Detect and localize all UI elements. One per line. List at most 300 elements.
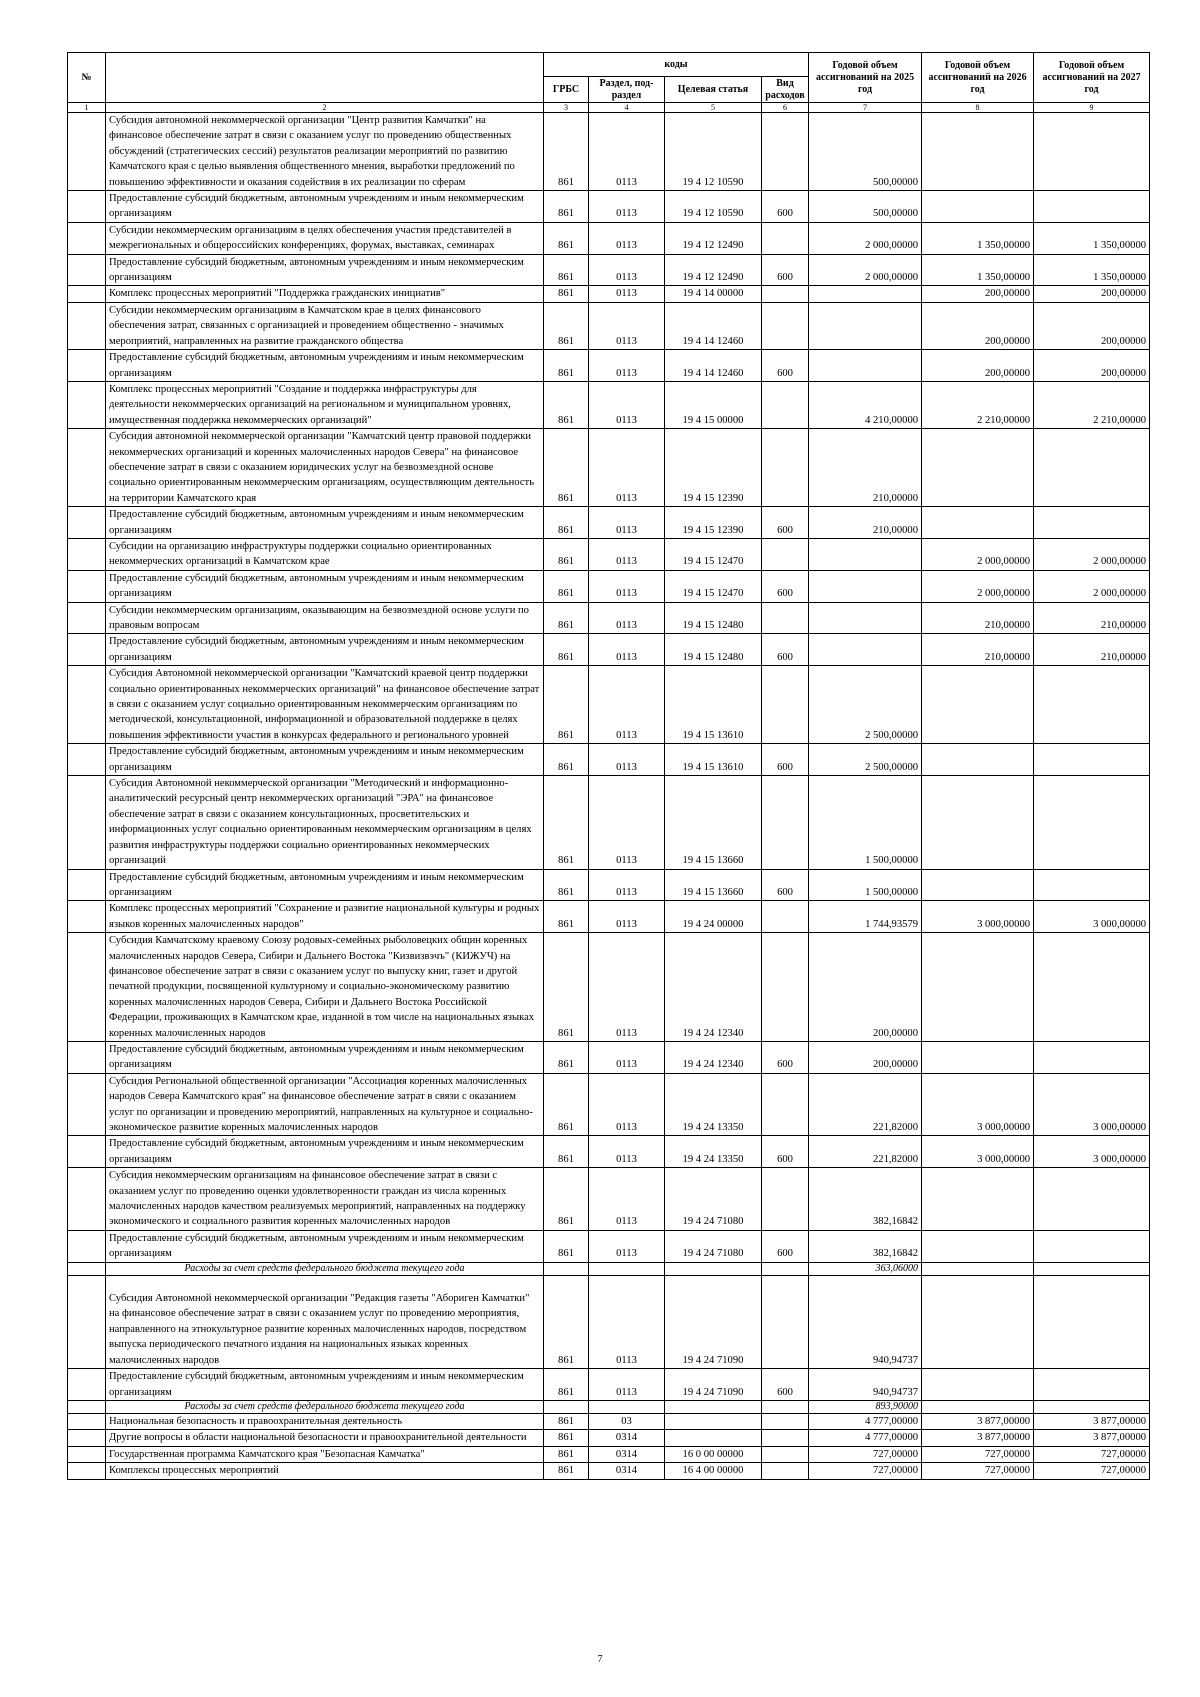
row-number-cell	[68, 666, 106, 744]
grbs-cell: 861	[544, 113, 589, 191]
amount-2025-cell	[809, 538, 922, 570]
row-description: Комплекс процессных мероприятий "Поддержка гражданских инициатив"	[106, 286, 544, 302]
amount-2026-cell: 210,00000	[922, 602, 1034, 634]
target-article-cell: 19 4 15 13660	[665, 869, 762, 901]
target-article-cell: 19 4 15 12390	[665, 429, 762, 507]
expense-type-cell: 600	[762, 744, 809, 776]
amount-2026-cell: 200,00000	[922, 286, 1034, 302]
amount-2027-cell: 3 877,00000	[1034, 1413, 1150, 1429]
table-row	[68, 570, 1150, 602]
section-cell: 0113	[589, 286, 665, 302]
table-row	[68, 286, 1150, 302]
row-number-cell	[68, 113, 106, 191]
grbs-cell: 861	[544, 776, 589, 869]
expense-type-cell	[762, 666, 809, 744]
row-number-cell	[68, 1369, 106, 1401]
grbs-cell: 861	[544, 933, 589, 1042]
amount-2025-cell: 940,94737	[809, 1369, 922, 1401]
expense-type-cell	[762, 1430, 809, 1446]
target-article-cell: 19 4 15 12480	[665, 602, 762, 634]
grbs-cell: 861	[544, 1369, 589, 1401]
table-row	[68, 1369, 1150, 1401]
grbs-cell: 861	[544, 1413, 589, 1429]
section-cell: 0113	[589, 113, 665, 191]
amount-2025-cell: 2 500,00000	[809, 744, 922, 776]
expense-type-cell	[762, 1400, 809, 1413]
section-cell	[589, 1262, 665, 1275]
grbs-cell: 861	[544, 666, 589, 744]
expense-type-cell	[762, 113, 809, 191]
expense-type-cell	[762, 222, 809, 254]
section-cell: 0314	[589, 1446, 665, 1462]
amount-2026-cell	[922, 1041, 1034, 1073]
grbs-cell: 861	[544, 222, 589, 254]
amount-2027-cell: 3 000,00000	[1034, 1136, 1150, 1168]
expense-type-cell	[762, 602, 809, 634]
table-body	[68, 113, 1150, 1480]
col-header-target: Целевая статья	[665, 77, 762, 103]
section-cell: 0113	[589, 1275, 665, 1368]
amount-2027-cell: 200,00000	[1034, 302, 1150, 349]
table-row	[68, 901, 1150, 933]
row-description: Субсидии некоммерческим организациям в целях обеспечения участия представителей в межрегиональных и общероссийских конференциях, форумах, выставках, семинарах	[106, 222, 544, 254]
section-cell: 0113	[589, 776, 665, 869]
grbs-cell: 861	[544, 302, 589, 349]
row-number-cell	[68, 933, 106, 1042]
row-description: Субсидии некоммерческим организациям в Камчатском крае в целях финансового обеспечения затрат, связанных с организацией и проведением общественно - значимых мероприятий, направленных на развитие гражданского общества	[106, 302, 544, 349]
amount-2025-cell: 221,82000	[809, 1073, 922, 1136]
amount-2026-cell	[922, 1230, 1034, 1262]
amount-2026-cell: 200,00000	[922, 302, 1034, 349]
target-article-cell: 19 4 14 00000	[665, 286, 762, 302]
row-description: Предоставление субсидий бюджетным, автономным учреждениям и иным некоммерческим организациям	[106, 744, 544, 776]
grbs-cell: 861	[544, 381, 589, 428]
amount-2027-cell: 1 350,00000	[1034, 222, 1150, 254]
expense-type-cell	[762, 1275, 809, 1368]
page-number: 7	[597, 1654, 603, 1665]
column-numbers-row: 1 2 3 4 5 6 7 8 9	[68, 103, 1150, 113]
row-description: Предоставление субсидий бюджетным, автономным учреждениям и иным некоммерческим организациям	[106, 350, 544, 382]
target-article-cell	[665, 1400, 762, 1413]
target-article-cell: 19 4 15 13610	[665, 744, 762, 776]
row-number-cell	[68, 191, 106, 223]
amount-2026-cell: 3 000,00000	[922, 1136, 1034, 1168]
table-row	[68, 350, 1150, 382]
table-row	[68, 113, 1150, 191]
amount-2025-cell: 727,00000	[809, 1463, 922, 1479]
target-article-cell	[665, 1430, 762, 1446]
row-number-cell	[68, 602, 106, 634]
amount-2027-cell	[1034, 1168, 1150, 1231]
grbs-cell: 861	[544, 538, 589, 570]
grbs-cell: 861	[544, 869, 589, 901]
amount-2027-cell	[1034, 744, 1150, 776]
row-number-cell	[68, 254, 106, 286]
grbs-cell	[544, 1262, 589, 1275]
section-cell: 0113	[589, 744, 665, 776]
amount-2026-cell	[922, 1262, 1034, 1275]
grbs-cell: 861	[544, 1136, 589, 1168]
expense-type-cell	[762, 1168, 809, 1231]
row-description: Комплексы процессных мероприятий	[106, 1463, 544, 1479]
grbs-cell: 861	[544, 286, 589, 302]
section-cell: 0314	[589, 1463, 665, 1479]
amount-2027-cell	[1034, 1041, 1150, 1073]
section-cell	[589, 1400, 665, 1413]
expense-type-cell: 600	[762, 869, 809, 901]
amount-2026-cell: 1 350,00000	[922, 222, 1034, 254]
expense-type-cell	[762, 302, 809, 349]
amount-2026-cell	[922, 933, 1034, 1042]
amount-2026-cell: 727,00000	[922, 1463, 1034, 1479]
amount-2025-cell: 200,00000	[809, 933, 922, 1042]
amount-2026-cell	[922, 744, 1034, 776]
expense-type-cell: 600	[762, 1136, 809, 1168]
amount-2027-cell	[1034, 1275, 1150, 1368]
grbs-cell: 861	[544, 1073, 589, 1136]
table-row	[68, 1446, 1150, 1462]
table-row	[68, 302, 1150, 349]
col-header-description	[106, 53, 544, 103]
section-cell: 0113	[589, 1369, 665, 1401]
col-header-2026: Годовой объем ассигнований на 2026 год	[922, 53, 1034, 103]
row-description: Комплекс процессных мероприятий "Сохранение и развитие национальной культуры и родных языков коренных малочисленных народов"	[106, 901, 544, 933]
federal-funds-label: Расходы за счет средств федерального бюджета текущего года	[106, 1400, 544, 1413]
row-number-cell	[68, 222, 106, 254]
target-article-cell: 19 4 24 13350	[665, 1136, 762, 1168]
row-description: Субсидия Региональной общественной организации "Ассоциация коренных малочисленных народов Севера Камчатского края" на финансовое обеспечение затрат в связи с оказанием услуг по организации и проведению мероприятий, направленных на культурное и социально-экономическое развитие коренных малочисленных народов	[106, 1073, 544, 1136]
section-cell: 0113	[589, 602, 665, 634]
section-cell: 0113	[589, 1168, 665, 1231]
expense-type-cell: 600	[762, 191, 809, 223]
amount-2027-cell	[1034, 1230, 1150, 1262]
row-number-cell	[68, 350, 106, 382]
expense-type-cell	[762, 538, 809, 570]
row-description: Комплекс процессных мероприятий "Создание и поддержка инфраструктуры для деятельности некоммерческих организаций на региональном и муниципальном уровнях, имущественная поддержка некоммерческих организаций"	[106, 381, 544, 428]
amount-2027-cell	[1034, 507, 1150, 539]
amount-2027-cell: 2 210,00000	[1034, 381, 1150, 428]
amount-2027-cell	[1034, 666, 1150, 744]
table-row	[68, 191, 1150, 223]
target-article-cell: 19 4 12 12490	[665, 254, 762, 286]
row-description: Предоставление субсидий бюджетным, автономным учреждениям и иным некоммерческим организациям	[106, 1136, 544, 1168]
row-number-cell	[68, 901, 106, 933]
grbs-cell: 861	[544, 191, 589, 223]
row-number-cell	[68, 302, 106, 349]
amount-2027-cell: 210,00000	[1034, 634, 1150, 666]
amount-2027-cell	[1034, 1369, 1150, 1401]
section-cell: 0113	[589, 302, 665, 349]
row-number-cell	[68, 1230, 106, 1262]
row-description: Субсидия некоммерческим организациям на финансовое обеспечение затрат в связи с оказанием услуг по проведению оценки удовлетворенности граждан из числа коренных малочисленных народов качеством реализуемых мероприятий, направленных на поддержку экономического и социального развития коренных малочисленных народов	[106, 1168, 544, 1231]
table-row	[68, 634, 1150, 666]
amount-2026-cell	[922, 191, 1034, 223]
amount-2027-cell: 200,00000	[1034, 350, 1150, 382]
amount-2027-cell: 727,00000	[1034, 1463, 1150, 1479]
amount-2027-cell: 3 000,00000	[1034, 1073, 1150, 1136]
target-article-cell: 19 4 12 10590	[665, 113, 762, 191]
target-article-cell: 19 4 15 12470	[665, 538, 762, 570]
row-description: Субсидия Камчатскому краевому Союзу родовых-семейных рыболовецких общин коренных малочисленных народов Севера, Сибири и Дальнего Востока "Кизвизвэчъ" (КИЖУЧ) на финансовое обеспечение затрат в связи с оказанием услуг по выпуску книг, газет и другой печатной продукции, посвященной культурному и социально-экономическому развитию коренных малочисленных народов Севера, Сибири и Дальнего Востока Российской Федерации, проживающих в Камчатском крае, изданной в том числе на национальных языках коренных малочисленных народов	[106, 933, 544, 1042]
grbs-cell: 861	[544, 634, 589, 666]
section-cell: 0113	[589, 1073, 665, 1136]
expense-type-cell	[762, 286, 809, 302]
amount-2026-cell: 3 000,00000	[922, 901, 1034, 933]
amount-2027-cell: 727,00000	[1034, 1446, 1150, 1462]
section-cell: 0113	[589, 191, 665, 223]
amount-2025-cell: 1 500,00000	[809, 776, 922, 869]
amount-2026-cell	[922, 113, 1034, 191]
amount-2025-cell: 210,00000	[809, 429, 922, 507]
amount-2027-cell	[1034, 191, 1150, 223]
amount-2025-cell: 363,06000	[809, 1262, 922, 1275]
amount-2027-cell	[1034, 429, 1150, 507]
table-row	[68, 602, 1150, 634]
section-cell: 03	[589, 1413, 665, 1429]
row-description: Предоставление субсидий бюджетным, автономным учреждениям и иным некоммерческим организациям	[106, 570, 544, 602]
amount-2025-cell: 221,82000	[809, 1136, 922, 1168]
table-row	[68, 1168, 1150, 1231]
col-header-section: Раздел, под-раздел	[589, 77, 665, 103]
amount-2027-cell	[1034, 113, 1150, 191]
expense-type-cell	[762, 1413, 809, 1429]
grbs-cell: 861	[544, 1230, 589, 1262]
amount-2026-cell: 727,00000	[922, 1446, 1034, 1462]
section-cell: 0113	[589, 429, 665, 507]
table-row	[68, 222, 1150, 254]
target-article-cell: 19 4 14 12460	[665, 350, 762, 382]
grbs-cell: 861	[544, 570, 589, 602]
amount-2025-cell: 1 500,00000	[809, 869, 922, 901]
table-row	[68, 666, 1150, 744]
expense-type-cell	[762, 1073, 809, 1136]
row-number-cell	[68, 429, 106, 507]
federal-funds-row	[68, 1400, 1150, 1413]
target-article-cell: 19 4 12 12490	[665, 222, 762, 254]
grbs-cell: 861	[544, 1446, 589, 1462]
amount-2026-cell: 2 210,00000	[922, 381, 1034, 428]
grbs-cell: 861	[544, 744, 589, 776]
expense-type-cell	[762, 933, 809, 1042]
table-row	[68, 1230, 1150, 1262]
amount-2027-cell	[1034, 933, 1150, 1042]
row-description: Предоставление субсидий бюджетным, автономным учреждениям и иным некоммерческим организациям	[106, 191, 544, 223]
section-cell: 0113	[589, 634, 665, 666]
col-header-2027: Годовой объем ассигнований на 2027 год	[1034, 53, 1150, 103]
table-row	[68, 869, 1150, 901]
expense-type-cell: 600	[762, 1369, 809, 1401]
target-article-cell: 19 4 24 71090	[665, 1369, 762, 1401]
amount-2027-cell	[1034, 1400, 1150, 1413]
expense-type-cell	[762, 429, 809, 507]
grbs-cell: 861	[544, 1430, 589, 1446]
section-cell: 0113	[589, 507, 665, 539]
amount-2026-cell	[922, 507, 1034, 539]
row-number-cell	[68, 507, 106, 539]
expense-type-cell	[762, 901, 809, 933]
amount-2025-cell: 727,00000	[809, 1446, 922, 1462]
amount-2025-cell: 4 777,00000	[809, 1430, 922, 1446]
target-article-cell	[665, 1262, 762, 1275]
row-number-cell	[68, 1463, 106, 1479]
table-row	[68, 776, 1150, 869]
row-description: Субсидия Автономной некоммерческой организации "Камчатский краевой центр поддержки социально ориентированных некоммерческих организаций" на финансовое обеспечение затрат в связи с оказанием услуг социально ориентированным некоммерческим организациям по методической, консультационной, информационной и образовательной поддержке в целях повышения эффективности участия в конкурсах федерального и регионального уровней	[106, 666, 544, 744]
target-article-cell: 19 4 15 13660	[665, 776, 762, 869]
amount-2026-cell	[922, 429, 1034, 507]
section-cell: 0113	[589, 1230, 665, 1262]
amount-2027-cell: 2 000,00000	[1034, 570, 1150, 602]
grbs-cell: 861	[544, 1463, 589, 1479]
amount-2025-cell: 382,16842	[809, 1230, 922, 1262]
amount-2025-cell: 4 777,00000	[809, 1413, 922, 1429]
row-description: Предоставление субсидий бюджетным, автономным учреждениям и иным некоммерческим организациям	[106, 1369, 544, 1401]
expense-type-cell: 600	[762, 350, 809, 382]
amount-2025-cell: 382,16842	[809, 1168, 922, 1231]
row-description: Предоставление субсидий бюджетным, автономным учреждениям и иным некоммерческим организациям	[106, 254, 544, 286]
row-description: Субсидия Автономной некоммерческой организации "Редакция газеты "Абориген Камчатки" на финансовое обеспечение затрат в связи с оказанием услуг по проведению мероприятия, направленного на этнокультурное развитие коренных малочисленных народов, посредством выпуска периодического печатного издания на национальных языках коренных малочисленных народов	[106, 1275, 544, 1368]
amount-2026-cell	[922, 776, 1034, 869]
section-cell: 0113	[589, 1041, 665, 1073]
section-cell: 0113	[589, 350, 665, 382]
target-article-cell: 19 4 15 00000	[665, 381, 762, 428]
section-cell: 0113	[589, 901, 665, 933]
target-article-cell: 19 4 15 12390	[665, 507, 762, 539]
amount-2026-cell: 2 000,00000	[922, 538, 1034, 570]
target-article-cell: 19 4 24 71080	[665, 1168, 762, 1231]
amount-2026-cell: 200,00000	[922, 350, 1034, 382]
amount-2026-cell	[922, 1275, 1034, 1368]
table-row	[68, 1073, 1150, 1136]
amount-2025-cell	[809, 302, 922, 349]
amount-2025-cell: 500,00000	[809, 113, 922, 191]
expense-type-cell	[762, 1262, 809, 1275]
grbs-cell: 861	[544, 1275, 589, 1368]
amount-2026-cell: 210,00000	[922, 634, 1034, 666]
amount-2026-cell: 3 877,00000	[922, 1413, 1034, 1429]
target-article-cell: 19 4 24 71090	[665, 1275, 762, 1368]
target-article-cell: 19 4 15 12480	[665, 634, 762, 666]
amount-2027-cell: 200,00000	[1034, 286, 1150, 302]
target-article-cell	[665, 1413, 762, 1429]
amount-2026-cell	[922, 1168, 1034, 1231]
row-number-cell	[68, 1275, 106, 1368]
amount-2025-cell: 893,90000	[809, 1400, 922, 1413]
row-description: Государственная программа Камчатского края "Безопасная Камчатка"	[106, 1446, 544, 1462]
grbs-cell: 861	[544, 429, 589, 507]
expense-type-cell: 600	[762, 507, 809, 539]
row-description: Другие вопросы в области национальной безопасности и правоохранительной деятельности	[106, 1430, 544, 1446]
target-article-cell: 16 4 00 00000	[665, 1463, 762, 1479]
table-row	[68, 1136, 1150, 1168]
col-header-expense-type: Вид расходов	[762, 77, 809, 103]
row-number-cell	[68, 744, 106, 776]
table-row	[68, 1275, 1150, 1368]
grbs-cell: 861	[544, 1041, 589, 1073]
row-number-cell	[68, 538, 106, 570]
section-cell: 0314	[589, 1430, 665, 1446]
amount-2025-cell: 500,00000	[809, 191, 922, 223]
amount-2026-cell: 2 000,00000	[922, 570, 1034, 602]
amount-2025-cell: 940,94737	[809, 1275, 922, 1368]
target-article-cell: 19 4 15 12470	[665, 570, 762, 602]
amount-2025-cell: 2 000,00000	[809, 222, 922, 254]
expense-type-cell	[762, 1463, 809, 1479]
amount-2025-cell	[809, 570, 922, 602]
amount-2026-cell	[922, 869, 1034, 901]
amount-2025-cell: 4 210,00000	[809, 381, 922, 428]
row-number-cell	[68, 1136, 106, 1168]
row-description: Предоставление субсидий бюджетным, автономным учреждениям и иным некоммерческим организациям	[106, 869, 544, 901]
table-row	[68, 933, 1150, 1042]
grbs-cell: 861	[544, 350, 589, 382]
section-cell: 0113	[589, 381, 665, 428]
row-number-cell	[68, 570, 106, 602]
target-article-cell: 16 0 00 00000	[665, 1446, 762, 1462]
amount-2027-cell	[1034, 869, 1150, 901]
table-row	[68, 1413, 1150, 1429]
row-number-cell	[68, 286, 106, 302]
row-description: Субсидия автономной некоммерческой организации "Камчатский центр правовой поддержки некоммерческих организаций и коренных малочисленных народов Севера" на финансовое обеспечение затрат в связи с оказанием юридических услуг на безвозмездной основе социально ориентированным некоммерческим организациям, осуществляющим деятельность на территории Камчатского края	[106, 429, 544, 507]
grbs-cell: 861	[544, 507, 589, 539]
expense-type-cell	[762, 1446, 809, 1462]
row-number-cell	[68, 1413, 106, 1429]
target-article-cell: 19 4 24 12340	[665, 1041, 762, 1073]
amount-2027-cell	[1034, 1262, 1150, 1275]
budget-table	[67, 52, 1150, 1480]
grbs-cell: 861	[544, 901, 589, 933]
amount-2026-cell: 1 350,00000	[922, 254, 1034, 286]
row-description: Национальная безопасность и правоохранительная деятельность	[106, 1413, 544, 1429]
amount-2026-cell	[922, 666, 1034, 744]
table-row	[68, 381, 1150, 428]
table-row	[68, 744, 1150, 776]
grbs-cell: 861	[544, 1168, 589, 1231]
expense-type-cell: 600	[762, 1230, 809, 1262]
section-cell: 0113	[589, 570, 665, 602]
row-number-cell	[68, 1430, 106, 1446]
row-description: Субсидия Автономной некоммерческой организации "Методический и информационно-аналитический ресурсный центр некоммерческих организаций "ЭРА" на финансовое обеспечение затрат в связи с оказанием консультационных, просветительских и информационных услуг социально ориентированным некоммерческим организациям в целях развития инфраструктуры поддержки социально ориентированных некоммерческих организаций	[106, 776, 544, 869]
col-header-grbs: ГРБС	[544, 77, 589, 103]
row-description: Субсидии на организацию инфраструктуры поддержки социально ориентированных некоммерческих организаций в Камчатском крае	[106, 538, 544, 570]
col-header-2025: Годовой объем ассигнований на 2025 год	[809, 53, 922, 103]
row-description: Предоставление субсидий бюджетным, автономным учреждениям и иным некоммерческим организациям	[106, 507, 544, 539]
row-number-cell	[68, 381, 106, 428]
target-article-cell: 19 4 24 00000	[665, 901, 762, 933]
grbs-cell: 861	[544, 254, 589, 286]
target-article-cell: 19 4 12 10590	[665, 191, 762, 223]
amount-2025-cell: 210,00000	[809, 507, 922, 539]
section-cell: 0113	[589, 869, 665, 901]
row-number-cell	[68, 1168, 106, 1231]
federal-funds-label: Расходы за счет средств федерального бюджета текущего года	[106, 1262, 544, 1275]
row-number-cell	[68, 1041, 106, 1073]
section-cell: 0113	[589, 933, 665, 1042]
amount-2025-cell: 200,00000	[809, 1041, 922, 1073]
amount-2027-cell: 3 000,00000	[1034, 901, 1150, 933]
grbs-cell: 861	[544, 602, 589, 634]
row-number-cell	[68, 1446, 106, 1462]
row-number-cell	[68, 634, 106, 666]
amount-2027-cell	[1034, 776, 1150, 869]
amount-2025-cell	[809, 350, 922, 382]
table-row	[68, 1430, 1150, 1446]
amount-2026-cell: 3 000,00000	[922, 1073, 1034, 1136]
amount-2026-cell	[922, 1369, 1034, 1401]
expense-type-cell: 600	[762, 254, 809, 286]
table-row	[68, 1463, 1150, 1479]
row-description: Предоставление субсидий бюджетным, автономным учреждениям и иным некоммерческим организациям	[106, 1230, 544, 1262]
amount-2025-cell: 2 000,00000	[809, 254, 922, 286]
